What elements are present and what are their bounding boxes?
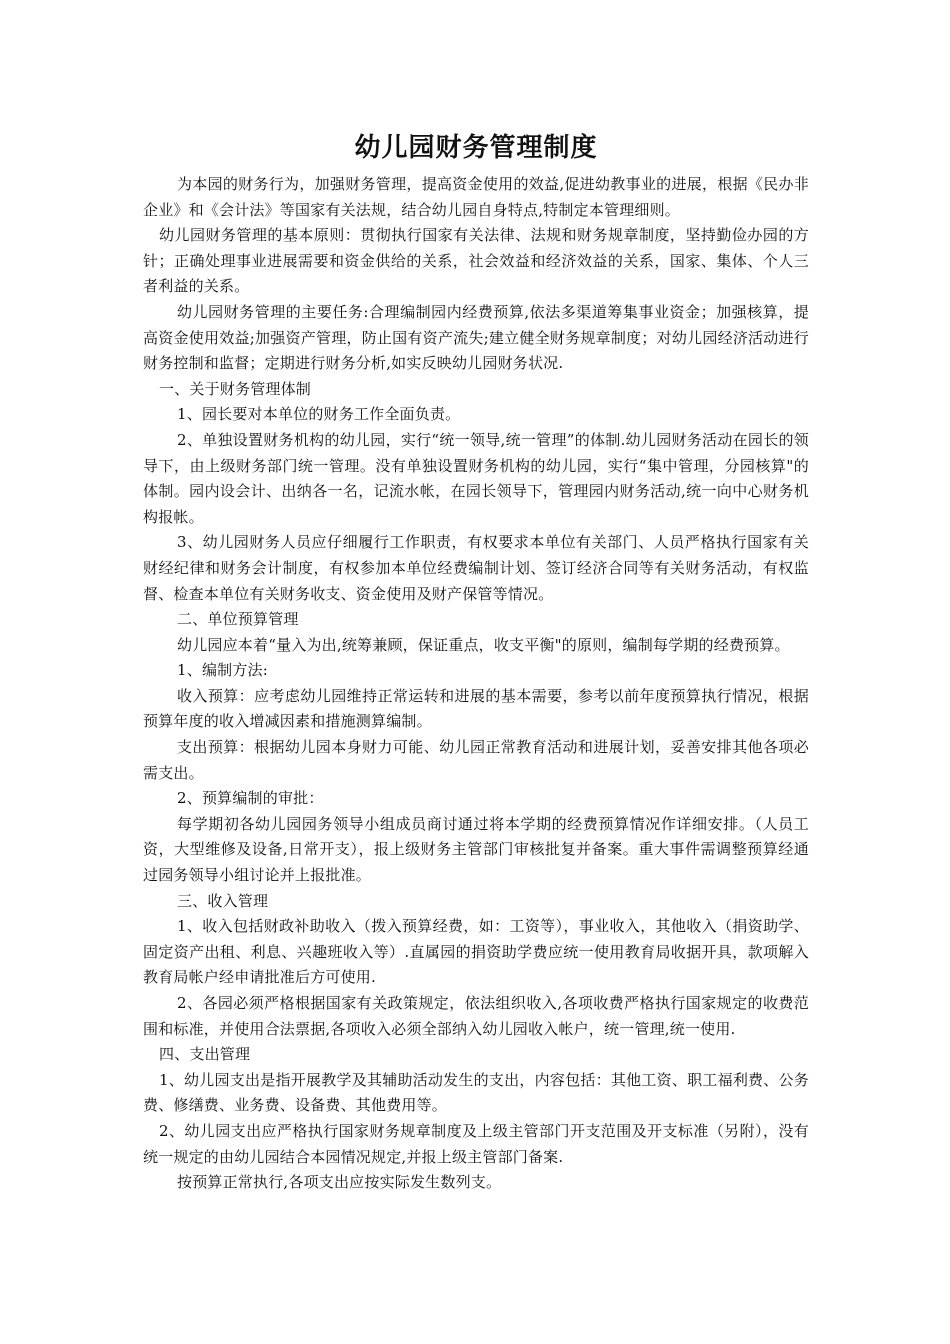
paragraph: 每学期初各幼儿园园务领导小组成员商讨通过将本学期的经费预算情况作详细安排。（人员工资，大型维修及设备,日常开支），报上级财务主管部门审核批复并备案。重大事件需调整预算经通过园务领导小组讨论并上报批准。 <box>143 814 809 885</box>
paragraph: 收入预算：应考虑幼儿园维持正常运转和进展的基本需要，参考以前年度预算执行情况，根据预算年度的收入增减因素和措施测算编制。 <box>143 686 809 731</box>
paragraph: 2、预算编制的审批： <box>177 789 324 808</box>
paragraph: 1、园长要对本单位的财务工作全面负责。 <box>177 405 461 424</box>
document-body <box>143 172 809 1196</box>
paragraph: 2、各园必须严格根据国家有关政策规定，依法组织收入,各项收费严格执行国家规定的收费范围和标准，并使用合法票据,各项收入必须全部纳入幼儿园收入帐户，统一管理,统一使用. <box>143 994 809 1038</box>
paragraph: 2、幼儿园支出应严格执行国家财务规章制度及上级主管部门开支范围及开支标准（另附），没有统一规定的由幼儿园结合本园情况规定,并报上级主管部门备案. <box>143 1121 809 1166</box>
paragraph: 1、编制方法: <box>177 661 268 680</box>
document-title: 幼儿园财务管理制度 <box>354 133 598 163</box>
paragraph: 四、支出管理 <box>159 1045 251 1064</box>
paragraph: 幼儿园财务管理的基本原则：贯彻执行国家有关法律、法规和财务规章制度，坚持勤俭办园的方针；正确处理事业进展需要和资金供给的关系，社会效益和经济效益的关系，国家、集体、个人三者利益的关系。 <box>143 226 809 296</box>
paragraph: 三、收入管理 <box>177 891 269 910</box>
paragraph: 幼儿园应本着“量入为出,统筹兼顾，保证重点，收支平衡"的原则，编制每学期的经费预算。 <box>177 635 790 654</box>
document-page <box>143 128 809 1196</box>
paragraph: 1、收入包括财政补助收入（拨入预算经费，如：工资等），事业收入，其他收入（捐资助学、固定资产出租、利息、兴趣班收入等）.直属园的捐资助学费应统一使用教育局收据开具，款项解入教育局帐户经申请批准后方可使用. <box>143 917 809 987</box>
paragraph: 幼儿园财务管理的主要任务:合理编制园内经费预算,依法多渠道筹集事业资金；加强核算，提高资金使用效益;加强资产管理，防止国有资产流失;建立健全财务规章制度；对幼儿园经济活动进行财务控制和监督；定期进行财务分析,如实反映幼儿园财务状况. <box>143 302 809 373</box>
paragraph: 1、幼儿园支出是指开展教学及其辅助活动发生的支出，内容包括：其他工资、职工福利费、公务费、修缮费、业务费、设备费、其他费用等。 <box>143 1070 809 1115</box>
paragraph: 按预算正常执行,各项支出应按实际发生数列支。 <box>177 1173 502 1192</box>
paragraph: 支出预算：根据幼儿园本身财力可能、幼儿园正常教育活动和进展计划，妥善安排其他各项必需支出。 <box>143 738 809 782</box>
paragraph: 2、单独设置财务机构的幼儿园，实行“统一领导,统一管理”的体制.幼儿园财务活动在园长的领导下，由上级财务部门统一管理。没有单独设置财务机构的幼儿园，实行“集中管理，分园核算"的体制。园内设会计、出纳各一名，记流水帐，在园长领导下，管理园内财务活动,统一向中心财务机构报帐。 <box>143 430 809 526</box>
paragraph: 为本园的财务行为，加强财务管理，提高资金使用的效益,促进幼教事业的进展，根据《民办非企业》和《会计法》等国家有关法规，结合幼儿园自身特点,特制定本管理细则。 <box>143 175 809 219</box>
paragraph: 二、单位预算管理 <box>177 610 299 629</box>
paragraph: 3、幼儿园财务人员应仔细履行工作职责，有权要求本单位有关部门、人员严格执行国家有关财经纪律和财务会计制度，有权参加本单位经费编制计划、签订经济合同等有关财务活动，有权监督、检查本单位有关财务收支、资金使用及财产保管等情况。 <box>143 533 809 603</box>
paragraph: 一、关于财务管理体制 <box>159 379 312 398</box>
